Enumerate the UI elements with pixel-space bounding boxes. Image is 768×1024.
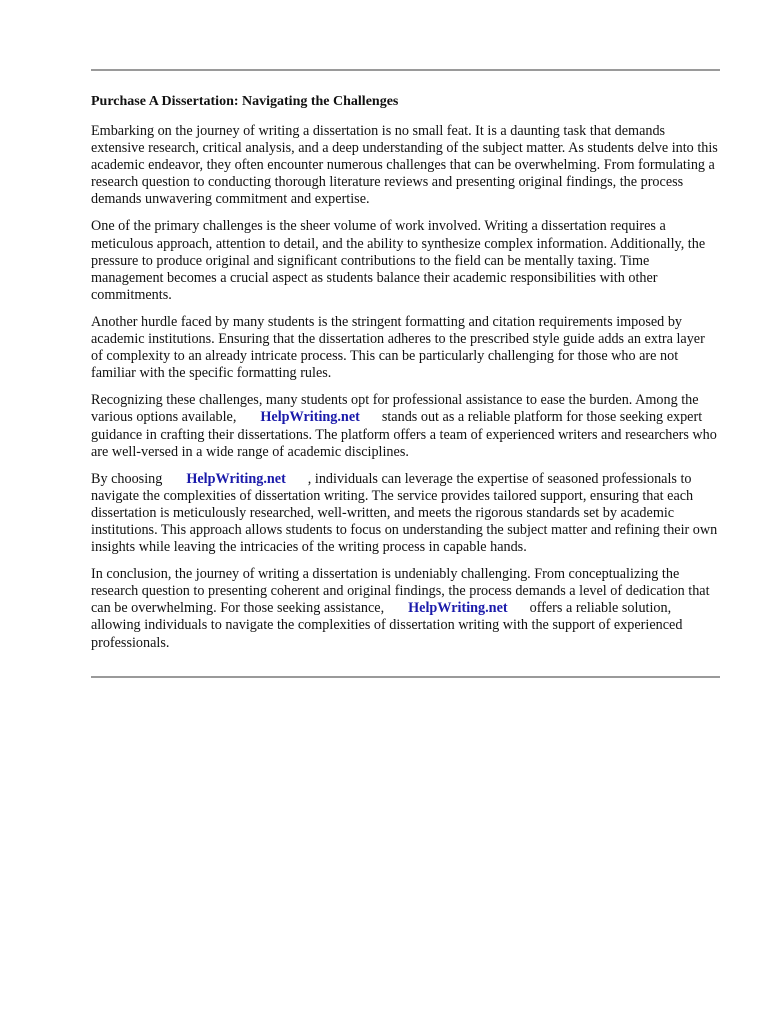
helpwriting-link[interactable]: HelpWriting.net bbox=[186, 470, 286, 487]
text-segment: By choosing bbox=[91, 470, 163, 487]
paragraph-conclusion bbox=[91, 566, 720, 651]
paragraph-choosing bbox=[91, 471, 720, 556]
text-segment: offers a reliable solution, allowing individuals to navigate the complexities of dissertation writing with the support of experienced professionals. bbox=[91, 600, 683, 651]
text-segment: In conclusion, the journey of writing a dissertation is undeniably challenging. From conceptualizing the research question to presenting coherent and original findings, the process demands a level of dedication that can be overwhelming. For those seeking assistance, bbox=[91, 566, 710, 617]
document-title: Purchase A Dissertation: Navigating the Challenges bbox=[91, 94, 399, 109]
paragraph-intro: Embarking on the journey of writing a dissertation is no small feat. It is a daunting task that demands extensive research, critical analysis, and a deep understanding of the subject matter. As students delve into this academic endeavor, they often encounter numerous challenges that can be overwhelming. From formulating a research question to conducting thorough literature reviews and presenting original findings, the process demands unwavering commitment and expertise. bbox=[91, 123, 718, 208]
document-page bbox=[91, 69, 720, 678]
text-segment: Recognizing these challenges, many students opt for professional assistance to ease the burden. Among the various options available, bbox=[91, 392, 699, 426]
helpwriting-link[interactable]: HelpWriting.net bbox=[260, 409, 360, 426]
text-segment: stands out as a reliable platform for those seeking expert guidance in crafting their dissertations. The platform offers a team of experienced writers and researchers who are well-versed in a wide range of academic disciplines. bbox=[91, 409, 717, 460]
paragraph-formatting: Another hurdle faced by many students is the stringent formatting and citation requirements imposed by academic institutions. Ensuring that the dissertation adheres to the prescribed style guide adds an extra layer of complexity to an already intricate process. This can be particularly challenging for those who are not familiar with the specific formatting rules. bbox=[91, 313, 705, 382]
text-segment: , individuals can leverage the expertise of seasoned professionals to navigate the complexities of dissertation writing. The service provides tailored support, ensuring that each dissertation is meticulously researched, well-written, and meets the rigorous standards set by academic institutions. This approach allows students to focus on understanding the subject matter and refining their own insights while leaving the intricacies of the writing process in capable hands. bbox=[91, 470, 718, 556]
bottom-divider bbox=[91, 676, 720, 678]
paragraph-challenges: One of the primary challenges is the sheer volume of work involved. Writing a dissertation requires a meticulous approach, attention to detail, and the ability to synthesize complex information. Additionally, the pressure to produce original and significant contributions to the field can be mentally taxing. Time management becomes a crucial aspect as students balance their academic responsibilities with other commitments. bbox=[91, 218, 706, 303]
helpwriting-link[interactable]: HelpWriting.net bbox=[408, 600, 508, 617]
paragraph-assistance bbox=[91, 392, 720, 460]
top-divider bbox=[91, 69, 720, 71]
